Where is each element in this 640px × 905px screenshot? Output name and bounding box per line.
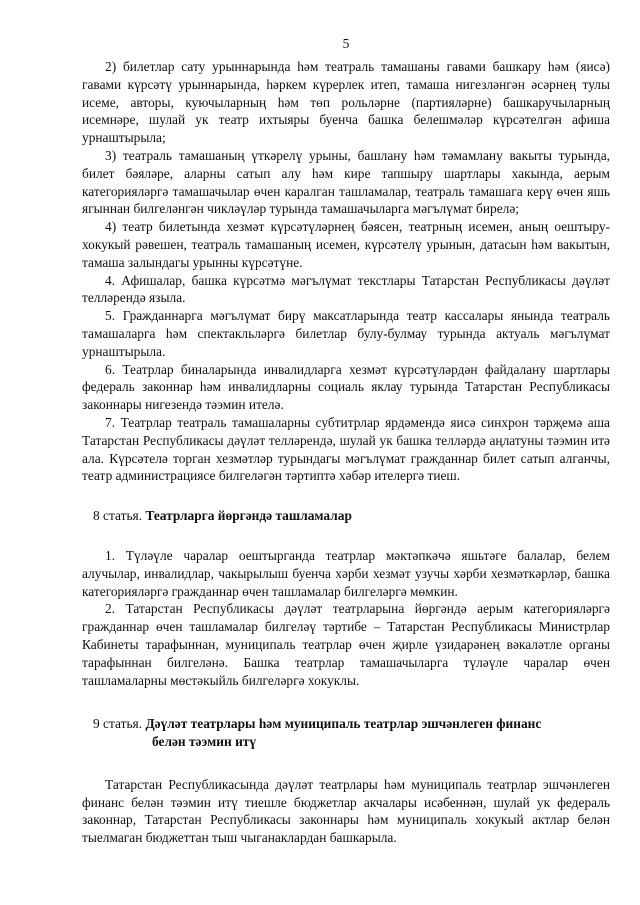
- paragraph: 4. Афишалар, башка күрсәтмә мәгълүмат текстлары Татарстан Республикасы дәүләт телләрендә языла.: [82, 272, 610, 306]
- article-9-heading: [82, 715, 610, 751]
- paragraph: Татарстан Республикасында дәүләт театрлары һәм муниципаль театрлар эшчәнлеген финанс белән тәэмин итү тиешле бюджетлар акчалары исәбеннән, шулай ук федераль законнар, Татарстан Республикасы законнары һәм муниципаль хокукый актлар белән тыелмаган бюджеттан тыш чыганаклардан башкарыла.: [82, 776, 610, 846]
- article-title-line1: Дәүләт театрлары һәм муниципаль театрлар эшчәнлеген финанс: [145, 716, 542, 732]
- document-page: [82, 36, 610, 847]
- article-number: 8 статья.: [93, 508, 143, 524]
- section-a: [82, 58, 610, 485]
- article-8-heading: [82, 507, 610, 525]
- paragraph: 2) билетлар сату урыннарында һәм театраль тамашаны гавами башкару һәм (яисә) гавами күрсәтү урыннарында, һәркем күрерлек итеп, тамаша нигезләнгән әсәрнең тулы исеме, авторы, куючыларның һәм төп рольләрне (партияләрне) башкаручыларның исемнәре, шулай ук театр ихтыяры буенча башка белешмәләр күрсәтелгән афиша урнаштырыла;: [82, 59, 610, 146]
- paragraph: 7. Театрлар театраль тамашаларны субтитрлар ярдәмендә яисә синхрон тәрҗемә аша Татарстан Республикасы дәүләт телләрендә, шулай ук башка телләрдә аңлатуны тәэмин итә ала. Күрсәтелә торган хезмәтләр турындагы мәгълүмат гражданнар билет сатып алганчы, театр администрациясе билгеләгән тәртиптә хәбәр ителергә тиеш.: [82, 414, 610, 484]
- page-number: 5: [342, 36, 350, 51]
- article-number: 9 статья.: [93, 716, 143, 732]
- paragraph: 6. Театрлар биналарында инвалидларга хезмәт күрсәтүләрдән файдалану шартлары федераль законнар һәм инвалидларны социаль яклау турында Татарстан Республикасы законнары нигезендә тәэмин ителә.: [82, 361, 610, 413]
- paragraph: 1. Түләүле чаралар оештырганда театрлар мәктәпкәчә яшьтәге балалар, белем алучылар, инвалидлар, чакырылыш буенча хәрби хезмәт узучы хәрби хезмәткәрләр, башка категорияләргә гражданнар өчен ташламалар билгеләргә мөмкин.: [82, 547, 610, 599]
- article-title-line2: белән тәэмин итү: [152, 734, 257, 750]
- paragraph: 3) театраль тамашаның үткәрелү урыны, башлану һәм тәмамлану вакыты турында, билет бәяләре, аларны сатып алу һәм кире тапшыру шартлары хакында, аерым категорияләргә тамашачылар өчен каралган ташламалар, театраль тамашага керү өчен яшь ягыннан билгеләнгән чикләүләр турында тамашачыларга мәгълүмат бирелә;: [82, 147, 610, 217]
- paragraph: 2. Татарстан Республикасы дәүләт театрларына йөргәндә аерым категорияләргә гражданнар өчен ташламалар билгеләү тәртибе – Татарстан Республикасы Министрлар Кабинеты тарафыннан, муниципаль театрлар өчен җирле үзидарәнең вәкаләтле органы тарафыннан билгеләнә. Башка театрлар тамашачыларга түләүле чаралар өчен ташламаларны мөстәкыйль билгеләргә хокуклы.: [82, 601, 610, 688]
- paragraph: 4) театр билетында хезмәт күрсәтүләрнең бәясен, театрның исемен, аның оештыру-хокукый рәвешен, театраль тамашаның исемен, күрсәтелү урынын, датасын һәм вакытын, тамаша залындагы урынны күрсәтүне.: [82, 219, 610, 270]
- article-8-body: [82, 547, 610, 689]
- article-9-body: [82, 776, 610, 847]
- paragraph: 5. Гражданнарга мәгълүмат бирү максатларында театр кассалары янында театраль тамашаларга һәм спектакльләргә билетлар булу-булмау турында актуаль мәгълүмат урнаштырыла.: [82, 308, 610, 359]
- article-title: Театрларга йөргәндә ташламалар: [145, 508, 352, 524]
